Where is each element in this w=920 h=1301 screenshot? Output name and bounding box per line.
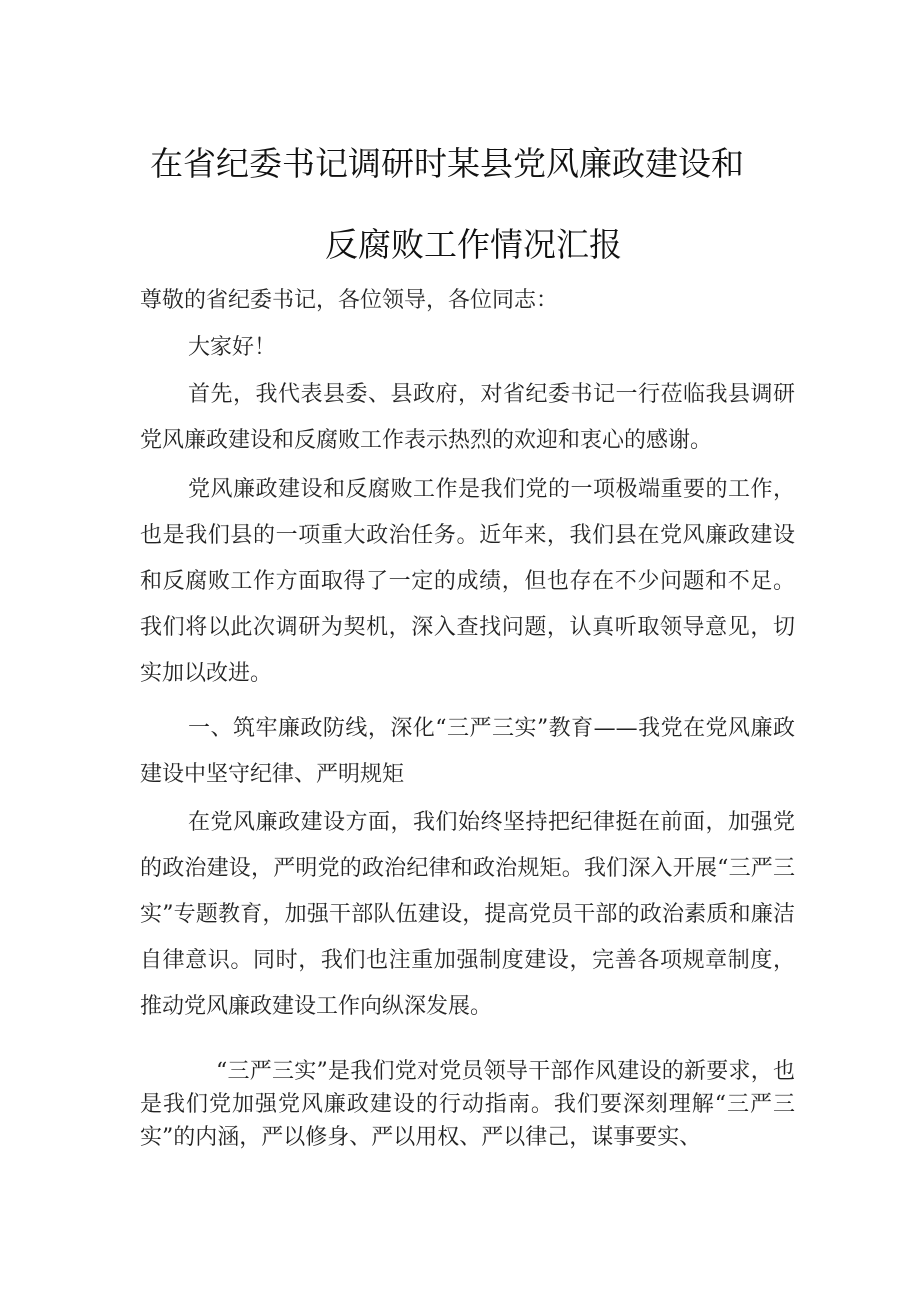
greeting: 大家好！	[188, 335, 277, 360]
paragraph-overview: 党风廉政建设和反腐败工作是我们党的一项极端重要的工作，也是我们县的一项重大政治任务。近年来，我们县在党风廉政建设和反腐败工作方面取得了一定的成绩，但也存在不少问题和不足。我们将以此次调研为契机，深入查找问题，认真听取领导意见，切实加以改进。	[140, 477, 795, 686]
section-heading-1: 一、筑牢廉政防线，深化“三严三实”教育——我党在党风廉政建设中坚守纪律、严明规矩	[140, 716, 795, 787]
paragraph-welcome: 首先，我代表县委、县政府，对省纪委书记一行莅临我县调研党风廉政建设和反腐败工作表示热烈的欢迎和衷心的感谢。	[140, 382, 795, 453]
paragraph-discipline: 在党风廉政建设方面，我们始终坚持把纪律挺在前面，加强党的政治建设，严明党的政治纪律和政治规矩。我们深入开展“三严三实”专题教育，加强干部队伍建设，提高党员干部的政治素质和廉洁自律意识。同时，我们也注重加强制度建设，完善各项规章制度，推动党风廉政建设工作向纵深发展。	[140, 810, 795, 1019]
salutation: 尊敬的省纪委书记，各位领导，各位同志：	[140, 288, 559, 313]
document-title-line-2: 反腐败工作情况汇报	[325, 225, 622, 264]
document-title-line-1: 在省纪委书记调研时某县党风廉政建设和	[150, 144, 744, 183]
paragraph-three-stricts: “三严三实”是我们党对党员领导干部作风建设的新要求，也是我们党加强党风廉政建设的行动指南。我们要深刻理解“三严三实”的内涵，严以修身、严以用权、严以律己，谋事要实、	[140, 1059, 795, 1150]
